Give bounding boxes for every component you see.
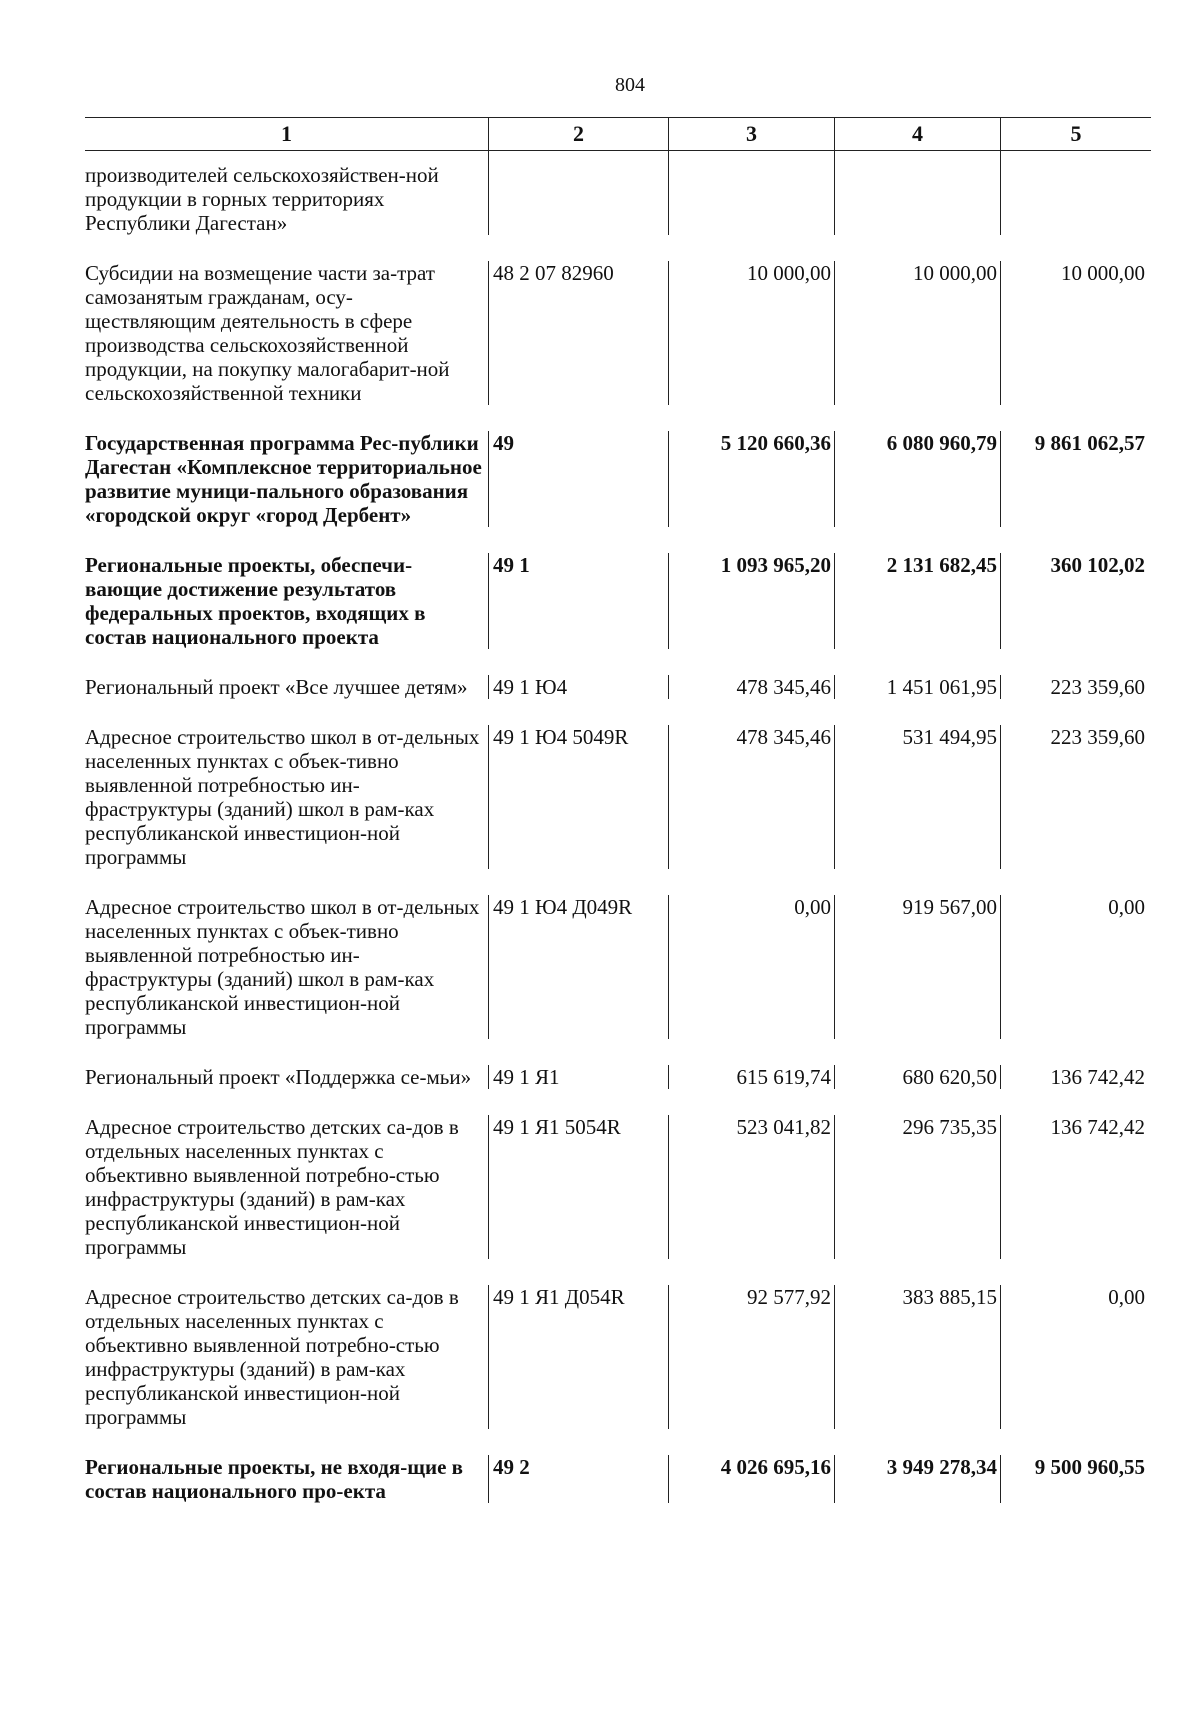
row-code: 49 1 Я1 Д054R: [488, 1285, 668, 1429]
row-name: Адресное строительство детских са-дов в отдельных населенных пунктах с объективно выявленной потребно-стью инфраструктуры (зданий) в рам-ках республиканской инвестицион-ной программы: [85, 1115, 459, 1259]
budget-table: [85, 117, 1151, 1529]
header-col-3: 3: [668, 118, 834, 150]
row-code: 49 1 Я1: [488, 1065, 668, 1089]
row-value-4: 919 567,00: [834, 895, 1000, 1039]
table-row: [85, 1115, 1151, 1285]
row-value-4: 6 080 960,79: [834, 431, 1000, 527]
row-name: Субсидии на возмещение части за-трат самозанятым гражданам, осу-ществляющим деятельность в сфере производства сельскохозяйственной продукции, на покупку малогабарит-ной сельскохозяйственной техники: [85, 261, 450, 405]
header-col-1: 1: [281, 121, 292, 146]
row-code: 49 1 Ю4: [488, 675, 668, 699]
table-row: [85, 725, 1151, 895]
row-code: 49 1 Ю4 Д049R: [488, 895, 668, 1039]
row-value-4: 3 949 278,34: [834, 1455, 1000, 1503]
table-row: [85, 895, 1151, 1065]
row-value-3: 478 345,46: [668, 725, 834, 869]
row-value-4: 383 885,15: [834, 1285, 1000, 1429]
row-value-3: 10 000,00: [668, 261, 834, 405]
row-code: 49 1 Ю4 5049R: [488, 725, 668, 869]
row-name: производителей сельскохозяйствен-ной продукции в горных территориях Республики Дагестан»: [85, 163, 439, 235]
row-value-3: 523 041,82: [668, 1115, 834, 1259]
row-name: Региональный проект «Все лучшее детям»: [85, 675, 468, 699]
row-value-4: 680 620,50: [834, 1065, 1000, 1089]
row-code: 49 1 Я1 5054R: [488, 1115, 668, 1259]
row-value-5: 136 742,42: [1000, 1065, 1151, 1089]
row-value-5: 223 359,60: [1000, 725, 1151, 869]
table-body: [85, 151, 1151, 1529]
row-value-4: 10 000,00: [834, 261, 1000, 405]
row-value-4: 1 451 061,95: [834, 675, 1000, 699]
row-value-3: [668, 151, 834, 235]
row-code: 49 1: [488, 553, 668, 649]
row-value-3: 5 120 660,36: [668, 431, 834, 527]
row-value-5: 10 000,00: [1000, 261, 1151, 405]
row-value-5: 9 861 062,57: [1000, 431, 1151, 527]
row-value-5: 223 359,60: [1000, 675, 1151, 699]
row-value-3: 478 345,46: [668, 675, 834, 699]
row-name: Региональные проекты, не входя-щие в состав национального про-екта: [85, 1455, 463, 1503]
row-value-5: 360 102,02: [1000, 553, 1151, 649]
row-value-4: 531 494,95: [834, 725, 1000, 869]
table-row: [85, 431, 1151, 553]
table-row: [85, 1065, 1151, 1115]
row-value-3: 4 026 695,16: [668, 1455, 834, 1503]
row-value-3: 1 093 965,20: [668, 553, 834, 649]
row-value-5: 136 742,42: [1000, 1115, 1151, 1259]
row-name: Адресное строительство школ в от-дельных населенных пунктах с объек-тивно выявленной потребностью ин-фраструктуры (зданий) школ в рам-ках республиканской инвестицион-ной программы: [85, 895, 480, 1039]
row-code: 49 2: [488, 1455, 668, 1503]
table-row: [85, 1285, 1151, 1455]
row-value-3: 92 577,92: [668, 1285, 834, 1429]
row-name: Адресное строительство детских са-дов в отдельных населенных пунктах с объективно выявленной потребно-стью инфраструктуры (зданий) в рам-ках республиканской инвестицион-ной программы: [85, 1285, 459, 1429]
table-row: [85, 675, 1151, 725]
row-name: Адресное строительство школ в от-дельных населенных пунктах с объек-тивно выявленной потребностью ин-фраструктуры (зданий) школ в рам-ках республиканской инвестицион-ной программы: [85, 725, 480, 869]
page-number: 804: [615, 74, 645, 96]
row-value-3: 615 619,74: [668, 1065, 834, 1089]
table-row: [85, 1455, 1151, 1529]
row-code: [488, 151, 668, 235]
row-name: Региональный проект «Поддержка се-мьи»: [85, 1065, 472, 1089]
row-code: 49: [488, 431, 668, 527]
table-row: [85, 151, 1151, 261]
row-value-5: 9 500 960,55: [1000, 1455, 1151, 1503]
row-name: Государственная программа Рес-публики Дагестан «Комплексное территориальное развитие муници-пального образования «городской округ «город Дербент»: [85, 431, 482, 527]
table-header: [85, 117, 1151, 151]
row-value-5: 0,00: [1000, 895, 1151, 1039]
row-name: Региональные проекты, обеспечи-вающие достижение результатов федеральных проектов, входящих в состав национального проекта: [85, 553, 426, 649]
table-row: [85, 553, 1151, 675]
row-value-4: [834, 151, 1000, 235]
table-row: [85, 261, 1151, 431]
row-value-3: 0,00: [668, 895, 834, 1039]
row-code: 48 2 07 82960: [488, 261, 668, 405]
row-value-5: 0,00: [1000, 1285, 1151, 1429]
row-value-4: 2 131 682,45: [834, 553, 1000, 649]
header-col-4: 4: [834, 118, 1000, 150]
header-col-5: 5: [1000, 118, 1151, 150]
row-value-5: [1000, 151, 1151, 235]
header-col-2: 2: [488, 118, 668, 150]
row-value-4: 296 735,35: [834, 1115, 1000, 1259]
